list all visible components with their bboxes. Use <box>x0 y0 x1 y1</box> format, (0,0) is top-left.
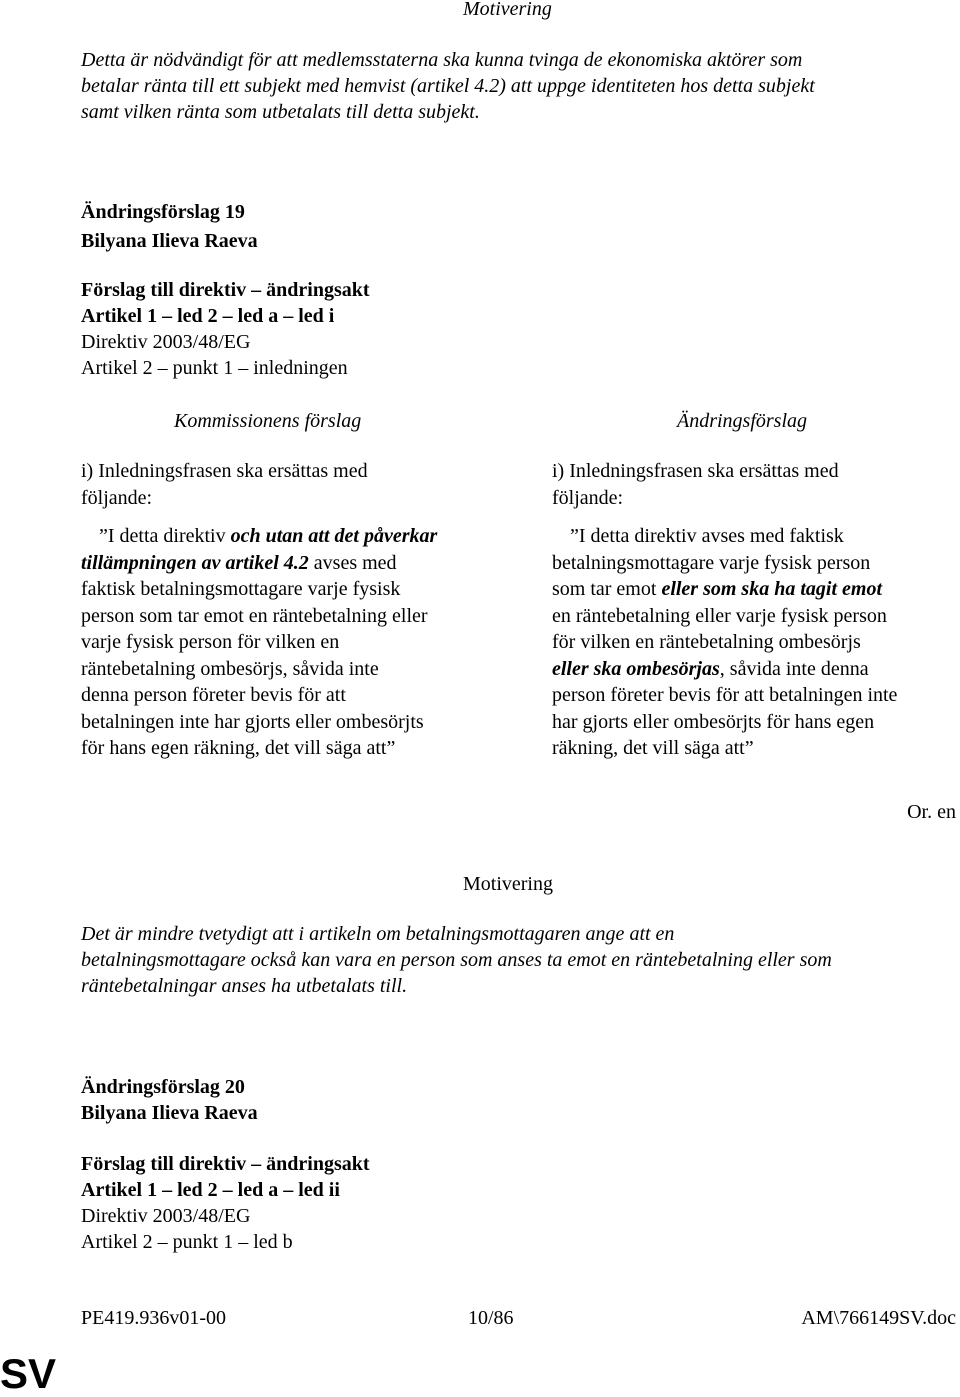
text-line: tillämpningen av artikel 4.2 avses med <box>81 551 397 574</box>
text-line: person företer bevis för att betalningen inte <box>552 684 898 706</box>
text-line: ”I detta direktiv avses med faktisk <box>570 525 844 547</box>
motivering-heading-top: Motivering <box>463 0 552 20</box>
motivering-line: Det är mindre tvetydigt att i artikeln om betalningsmottagaren ange att en <box>81 923 675 945</box>
text-line: denna person företer bevis för att <box>81 684 346 706</box>
amendment-title: Ändringsförslag 20 <box>81 1076 245 1098</box>
text-line: ”I detta direktiv och utan att det påverkar <box>99 525 438 547</box>
footer-document-name: AM\766149SV.doc <box>801 1307 956 1329</box>
text-line: varje fysisk person för vilken en <box>81 631 340 653</box>
motivering-line: Detta är nödvändigt för att medlemsstaterna ska kunna tvinga de ekonomiska aktörer som <box>81 49 803 71</box>
right-column-header: Ändringsförslag <box>677 410 808 432</box>
text-line: en räntebetalning eller varje fysisk person <box>552 604 887 627</box>
left-column-header: Kommissionens förslag <box>174 410 362 432</box>
target-reference: Artikel 2 – punkt 1 – led b <box>81 1231 293 1253</box>
footer-reference: PE419.936v01-00 <box>81 1307 226 1329</box>
proposal-type: Förslag till direktiv – ändringsakt <box>81 279 370 301</box>
original-language: Or. en <box>907 801 956 823</box>
motivering-line: räntebetalningar anses ha utbetalats till. <box>81 975 408 997</box>
amendment-author: Bilyana Ilieva Raeva <box>81 1102 258 1124</box>
text-line: faktisk betalningsmottagare varje fysisk <box>81 578 401 600</box>
footer-page-number: 10/86 <box>468 1307 514 1329</box>
text-line: eller ska ombesörjas, såvida inte denna <box>552 657 869 680</box>
amendment-author: Bilyana Ilieva Raeva <box>81 230 258 252</box>
motivering-line: betalar ränta till ett subjekt med hemvist (artikel 4.2) att uppge identiteten hos detta subjekt <box>81 75 815 97</box>
motivering-line: betalningsmottagare också kan vara en person som anses ta emot en räntebetalning eller som <box>81 949 832 971</box>
text-line: räkning, det vill säga att” <box>552 737 754 759</box>
text-line: har gjorts eller ombesörjts för hans egen <box>552 710 875 733</box>
text-line: i) Inledningsfrasen ska ersättas med <box>552 460 839 482</box>
text-line: person som tar emot en räntebetalning eller <box>81 604 428 627</box>
text-line: betalningsmottagare varje fysisk person <box>552 551 871 574</box>
proposal-type: Förslag till direktiv – ändringsakt <box>81 1153 370 1175</box>
motivering-line: samt vilken ränta som utbetalats till detta subjekt. <box>81 101 480 123</box>
amendment-text <box>552 458 957 762</box>
text-line: följande: <box>81 486 153 509</box>
text-line: i) Inledningsfrasen ska ersättas med <box>81 460 368 482</box>
text-line: betalningen inte har gjorts eller ombesörjts <box>81 710 424 733</box>
article-reference: Artikel 1 – led 2 – led a – led ii <box>81 1179 340 1201</box>
text-line: räntebetalning ombesörjs, såvida inte <box>81 657 379 680</box>
commission-text <box>81 458 481 762</box>
text-line: för hans egen räkning, det vill säga att” <box>81 737 396 759</box>
target-reference: Artikel 2 – punkt 1 – inledningen <box>81 357 348 379</box>
amendment-title: Ändringsförslag 19 <box>81 201 245 223</box>
directive-reference: Direktiv 2003/48/EG <box>81 1205 251 1227</box>
text-line: som tar emot eller som ska ha tagit emot <box>552 578 882 600</box>
language-code: SV <box>0 1350 57 1397</box>
motivering-heading: Motivering <box>463 873 553 895</box>
text-line: för vilken en räntebetalning ombesörjs <box>552 631 861 653</box>
directive-reference: Direktiv 2003/48/EG <box>81 331 251 353</box>
text-line: följande: <box>552 486 624 509</box>
article-reference: Artikel 1 – led 2 – led a – led i <box>81 305 335 327</box>
